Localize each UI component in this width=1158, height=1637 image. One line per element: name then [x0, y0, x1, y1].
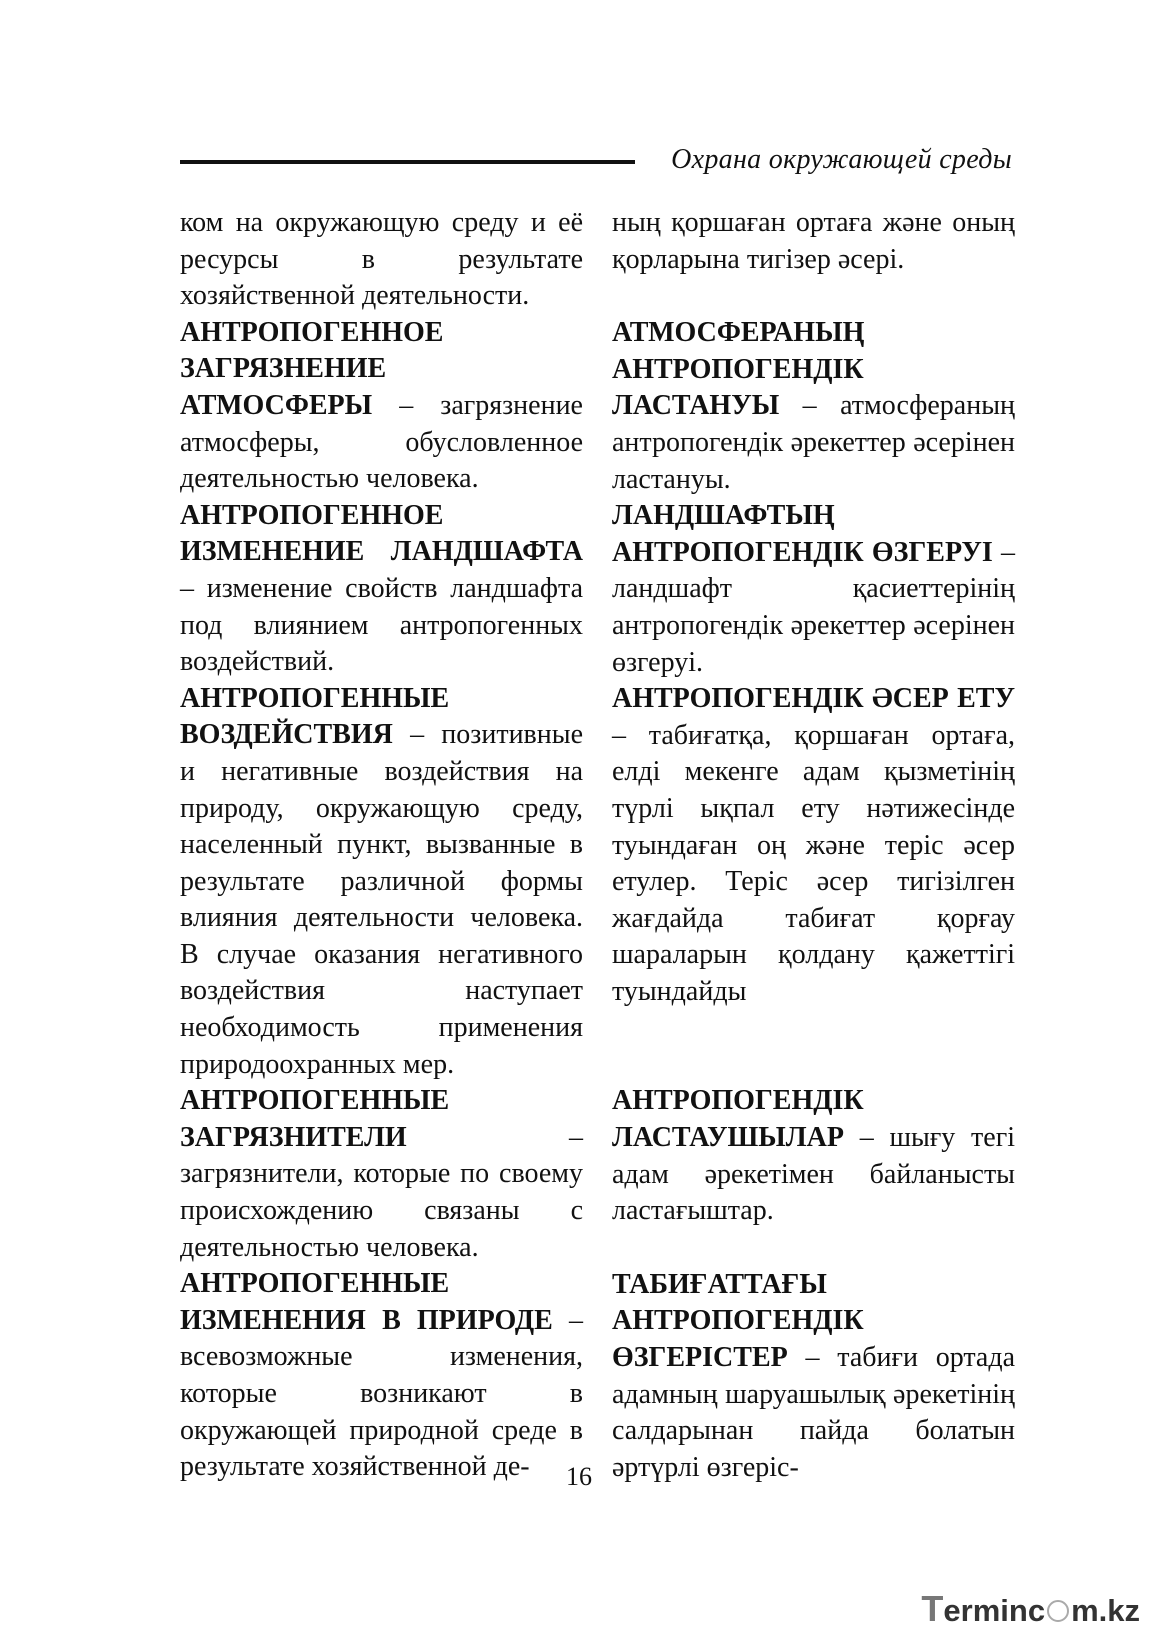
glossary-entry [612, 681, 1015, 1010]
running-header: Охрана окружающей среды [671, 144, 1012, 175]
glossary-entry [612, 1267, 1015, 1487]
entry-text: – загрязнение атмосферы, обусловленное деятельностью человека. [180, 389, 583, 495]
entry-term: АНТРОПОГЕННЫЕ ИЗМЕНЕНИЯ В ПРИРОДЕ [180, 1268, 553, 1336]
glossary-entry [612, 498, 1015, 681]
entry-text: – табиғи ортада адамның шаруашылық әрекетінің салдарынан пайда болатын әртүрлі өзгеріс- [612, 1342, 1015, 1483]
entry-text: – всевозможные изменения, которые возникают в окружающей природной среде в результате хозяйственной де- [180, 1304, 584, 1483]
entry-continuation [612, 205, 1015, 278]
entry-term: АНТРОПОГЕНДІК ЛАСТАУШЫЛАР [612, 1085, 864, 1154]
entry-term: АНТРОПОГЕННОЕ ИЗМЕНЕНИЕ ЛАНДШАФТА [180, 499, 583, 568]
entry-text: – изменение свойств ландшафта под влиянием антропогенных воздействий. [180, 572, 583, 678]
entry-text: – табиғатқа, қоршаған ортаға, елді мекенге адам қызметінің түрлі ықпал ету нәтижесінде туындаған оң және теріс әсер етулер. Теріс әсер тигізілген жағдайда табиғат қорғау шараларын қолдану қажеттігі туындайды [612, 719, 1015, 1007]
glossary-entry [180, 498, 583, 681]
entry-term: АТМОСФЕРАНЫҢ АНТРОПОГЕНДІК ЛАСТАНУЫ [612, 317, 865, 422]
entry-continuation [180, 205, 583, 315]
glossary-entry [612, 315, 1015, 498]
page-number: 16 [566, 1462, 592, 1491]
glossary-entry [612, 1083, 1015, 1229]
entry-term: ТАБИҒАТТАҒЫ АНТРОПОГЕНДІК ӨЗГЕРІСТЕР [612, 1268, 864, 1374]
header-rule [180, 160, 635, 164]
entry-text: – загрязнители, которые по своему происхождению связаны с деятельностью человека. [180, 1121, 583, 1263]
magnifier-icon [1047, 1600, 1069, 1622]
glossary-entry [180, 1266, 583, 1486]
entry-term: АНТРОПОГЕННЫЕ ВОЗДЕЙСТВИЯ [180, 682, 450, 751]
watermark-middle: erminc [943, 1593, 1046, 1628]
site-watermark [921, 1588, 1140, 1630]
glossary-entry [180, 315, 583, 498]
entry-term: АНТРОПОГЕННЫЕ ЗАГРЯЗНИТЕЛИ [180, 1085, 450, 1153]
left-column [180, 205, 583, 1486]
watermark-initial: T [921, 1588, 944, 1629]
glossary-entry [180, 1083, 583, 1266]
glossary-entry [180, 681, 583, 1084]
entry-text: ның қоршаған ортаға және оның қорларына тигізер әсері. [612, 207, 1015, 275]
entry-text: – позитивные и негативные воздействия на природу, окружающую среду, населенный пункт, вызванные в результате различной формы влияния деятельности человека. В случае оказания негативного воздействия наступает необходимость применения природоохранных мер. [180, 719, 583, 1080]
entry-text: – атмосфераның антропогендік әрекеттер әсерінен ластануы. [612, 390, 1015, 495]
watermark-last: m.kz [1071, 1593, 1140, 1628]
entry-term: АНТРОПОГЕНДІК ӘСЕР ЕТУ [612, 683, 1015, 715]
right-column [612, 205, 1015, 1486]
entry-term: ЛАНДШАФТЫҢ АНТРОПОГЕНДІК ӨЗГЕРУІ [612, 500, 993, 568]
entry-text: ком на окружающую среду и её ресурсы в результате хозяйственной деятельности. [180, 207, 583, 312]
entry-text: – шығу тегі адам әрекетімен байланысты ластағыштар. [612, 1122, 1015, 1227]
entry-text: – ландшафт қасиеттерінің антропогендік әрекеттер әсерінен өзгеруі. [612, 536, 1015, 678]
entry-term: АНТРОПОГЕННОЕ ЗАГРЯЗНЕНИЕ АТМОСФЕРЫ [180, 316, 444, 421]
